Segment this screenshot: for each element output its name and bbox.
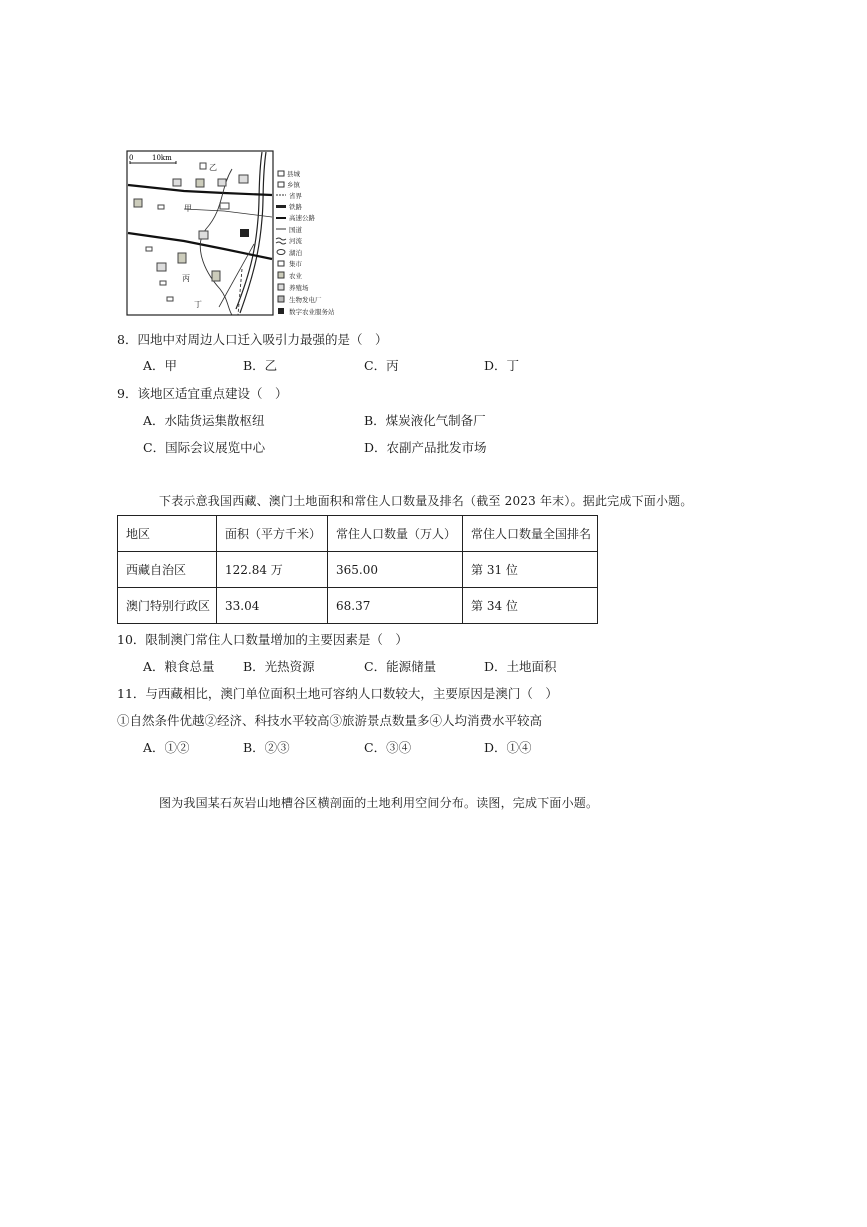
table-cell: 33.04: [217, 588, 328, 624]
question-11-option-c[interactable]: C．③④: [364, 740, 412, 755]
table-cell: 122.84 万: [217, 552, 328, 588]
place-ding: 丁: [194, 300, 202, 309]
legend-farm: 养殖场: [289, 284, 309, 292]
table-cell: 西藏自治区: [118, 552, 217, 588]
scale-label: 10km: [152, 154, 172, 162]
legend-digital-station: 数字农业服务站: [289, 308, 335, 316]
legend-county: 县城: [287, 170, 300, 178]
table-header-cell: 常住人口数量全国排名: [463, 516, 598, 552]
place-jia: 甲: [184, 204, 192, 213]
table-cell: 第 34 位: [463, 588, 598, 624]
question-11-option-a[interactable]: A．①②: [143, 740, 190, 755]
question-9-option-c[interactable]: C．国际会议展览中心: [143, 440, 266, 455]
table-intro: 下表示意我国西藏、澳门土地面积和常住人口数量及排名（截至 2023 年末）。据此完成下面小题。: [159, 494, 693, 508]
next-section-intro: 图为我国某石灰岩山地槽谷区横剖面的土地利用空间分布。读图，完成下面小题。: [159, 796, 599, 810]
table-row: [118, 588, 598, 624]
legend-river: 河流: [289, 237, 302, 245]
legend-lake: 湖泊: [289, 249, 302, 257]
map-legend: [276, 169, 335, 316]
question-10-option-d[interactable]: D．土地面积: [484, 659, 557, 674]
table-cell: 澳门特别行政区: [118, 588, 217, 624]
table-cell: 第 31 位: [463, 552, 598, 588]
question-10-option-a[interactable]: A．粮食总量: [143, 659, 215, 674]
question-10-option-b[interactable]: B．光热资源: [243, 659, 315, 674]
legend-highway: 高速公路: [289, 214, 315, 222]
legend-agriculture: 农业: [289, 272, 302, 280]
place-yi: 乙: [209, 163, 217, 172]
question-8-option-c[interactable]: C．丙: [364, 358, 399, 373]
question-11-stem: 11．与西藏相比，澳门单位面积土地可容纳人口数较大，主要原因是澳门（ ）: [117, 686, 558, 701]
scale-zero-label: 0: [129, 154, 134, 162]
question-9-option-a[interactable]: A．水陆货运集散枢纽: [143, 413, 265, 428]
table-row: [118, 552, 598, 588]
digital-service-station-icon: [240, 229, 249, 237]
table-cell: 365.00: [328, 552, 463, 588]
place-bing: 丙: [182, 274, 190, 283]
legend-national-road: 国道: [289, 226, 302, 234]
table-header-cell: 常住人口数量（万人）: [328, 516, 463, 552]
legend-province-border: 省界: [289, 192, 302, 200]
question-9-option-b[interactable]: B．煤炭液化气制备厂: [364, 413, 486, 428]
question-9-stem: 9．该地区适宜重点建设（ ）: [117, 386, 288, 401]
legend-bio-power-plant: 生物发电厂: [289, 296, 322, 304]
legend-railway: 铁路: [289, 203, 302, 211]
legend-town: 乡镇: [287, 181, 300, 189]
question-11-option-d[interactable]: D．①④: [484, 740, 532, 755]
table-header-cell: 面积（平方千米）: [217, 516, 328, 552]
legend-market: 集市: [289, 260, 302, 268]
question-11-option-b[interactable]: B．②③: [243, 740, 290, 755]
question-9-option-d[interactable]: D．农副产品批发市场: [364, 440, 487, 455]
question-8-stem: 8．四地中对周边人口迁入吸引力最强的是（ ）: [117, 332, 388, 347]
table-cell: 68.37: [328, 588, 463, 624]
map-svg: [124, 149, 364, 319]
table-header-row: [118, 516, 598, 552]
table-header-cell: 地区: [118, 516, 217, 552]
question-10-stem: 10．限制澳门常住人口数量增加的主要因素是（ ）: [117, 632, 408, 647]
question-11-items: ①自然条件优越②经济、科技水平较高③旅游景点数量多④人均消费水平较高: [117, 713, 543, 728]
question-8-option-b[interactable]: B．乙: [243, 358, 278, 373]
map-figure: [124, 149, 364, 319]
question-8-option-d[interactable]: D．丁: [484, 358, 520, 373]
data-table: [117, 515, 598, 624]
question-10-option-c[interactable]: C．能源储量: [364, 659, 437, 674]
question-8-option-a[interactable]: A．甲: [143, 358, 178, 373]
